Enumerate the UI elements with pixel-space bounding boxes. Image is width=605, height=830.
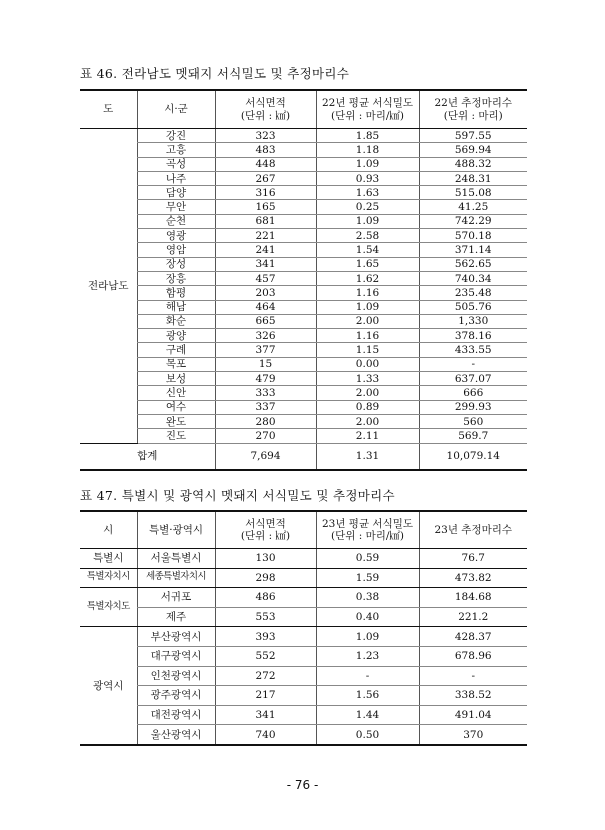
- area-cell: 130: [215, 549, 316, 569]
- table-row: [80, 186, 527, 200]
- count-cell: 562.65: [419, 257, 527, 271]
- area-cell: 393: [215, 627, 316, 647]
- city-name-cell: 서귀포: [137, 588, 215, 608]
- table-row: [80, 705, 527, 725]
- count-cell: -: [419, 666, 527, 686]
- density-cell: 1.54: [316, 243, 419, 257]
- header-density: 23년 평균 서식밀도 (단위 : 마리/㎢): [316, 511, 419, 549]
- density-cell: 1.85: [316, 129, 419, 143]
- city-name-cell: 완도: [137, 414, 215, 428]
- header-count: 23년 추정마리수: [419, 511, 527, 549]
- area-cell: 553: [215, 607, 316, 627]
- city-name-cell: 무안: [137, 200, 215, 214]
- area-cell: 221: [215, 229, 316, 243]
- area-cell: 464: [215, 300, 316, 314]
- count-cell: 570.18: [419, 229, 527, 243]
- total-row: [80, 443, 527, 470]
- count-cell: 569.94: [419, 143, 527, 157]
- density-cell: 1.09: [316, 214, 419, 228]
- count-cell: 515.08: [419, 186, 527, 200]
- area-cell: 341: [215, 257, 316, 271]
- count-cell: -: [419, 357, 527, 371]
- table-row: [80, 725, 527, 745]
- area-cell: 323: [215, 129, 316, 143]
- city-name-cell: 영암: [137, 243, 215, 257]
- table-row: [80, 143, 527, 157]
- density-cell: 2.00: [316, 386, 419, 400]
- density-cell: 1.33: [316, 372, 419, 386]
- area-cell: 217: [215, 686, 316, 706]
- count-cell: 597.55: [419, 129, 527, 143]
- count-cell: 378.16: [419, 329, 527, 343]
- count-cell: 433.55: [419, 343, 527, 357]
- area-cell: 337: [215, 400, 316, 414]
- density-cell: 1.09: [316, 157, 419, 171]
- city-name-cell: 진도: [137, 429, 215, 443]
- count-cell: 678.96: [419, 646, 527, 666]
- density-cell: 2.00: [316, 314, 419, 328]
- city-name-cell: 부산광역시: [137, 627, 215, 647]
- density-cell: 0.40: [316, 607, 419, 627]
- density-cell: 2.58: [316, 229, 419, 243]
- count-cell: 235.48: [419, 286, 527, 300]
- group-cell: 특별자치도: [80, 588, 137, 627]
- area-cell: 377: [215, 343, 316, 357]
- header-province: 도: [80, 90, 137, 129]
- table-row: [80, 372, 527, 386]
- header-city-type: 시: [80, 511, 137, 549]
- density-cell: 1.63: [316, 186, 419, 200]
- count-cell: 637.07: [419, 372, 527, 386]
- table-row: [80, 171, 527, 185]
- header-city: 시·군: [137, 90, 215, 129]
- table-row: [80, 129, 527, 143]
- area-cell: 552: [215, 646, 316, 666]
- count-cell: 505.76: [419, 300, 527, 314]
- table-row: [80, 627, 527, 647]
- city-name-cell: 구례: [137, 343, 215, 357]
- total-density: 1.31: [316, 443, 419, 470]
- count-cell: 371.14: [419, 243, 527, 257]
- count-cell: 221.2: [419, 607, 527, 627]
- city-name-cell: 목포: [137, 357, 215, 371]
- city-name-cell: 순천: [137, 214, 215, 228]
- table-row: [80, 686, 527, 706]
- density-cell: 0.93: [316, 171, 419, 185]
- table-row: [80, 386, 527, 400]
- city-name-cell: 여수: [137, 400, 215, 414]
- city-name-cell: 세종특별자치시: [137, 568, 215, 588]
- city-name-cell: 강진: [137, 129, 215, 143]
- density-cell: 1.23: [316, 646, 419, 666]
- density-cell: 1.16: [316, 329, 419, 343]
- count-cell: 1,330: [419, 314, 527, 328]
- table-row: [80, 666, 527, 686]
- area-cell: 448: [215, 157, 316, 171]
- city-name-cell: 영광: [137, 229, 215, 243]
- count-cell: 41.25: [419, 200, 527, 214]
- header-area: 서식면적 (단위 : ㎢): [215, 511, 316, 549]
- header-count: 22년 추정마리수 (단위 : 마리): [419, 90, 527, 129]
- table-row: [80, 588, 527, 608]
- city-name-cell: 대구광역시: [137, 646, 215, 666]
- area-cell: 270: [215, 429, 316, 443]
- density-cell: 0.00: [316, 357, 419, 371]
- count-cell: 473.82: [419, 568, 527, 588]
- total-count: 10,079.14: [419, 443, 527, 470]
- city-name-cell: 광주광역시: [137, 686, 215, 706]
- area-cell: 333: [215, 386, 316, 400]
- table-row: [80, 314, 527, 328]
- city-name-cell: 곡성: [137, 157, 215, 171]
- area-cell: 457: [215, 271, 316, 285]
- group-cell: 광역시: [93, 679, 124, 692]
- density-cell: 1.59: [316, 568, 419, 588]
- city-name-cell: 인천광역시: [137, 666, 215, 686]
- area-cell: 203: [215, 286, 316, 300]
- area-cell: 298: [215, 568, 316, 588]
- city-name-cell: 울산광역시: [137, 725, 215, 745]
- table-row: [80, 243, 527, 257]
- area-cell: 165: [215, 200, 316, 214]
- table-46-caption: 표 46. 전라남도 멧돼지 서식밀도 및 추정마리수: [80, 66, 350, 81]
- density-cell: 0.59: [316, 549, 419, 569]
- city-name-cell: 장성: [137, 257, 215, 271]
- area-cell: 280: [215, 414, 316, 428]
- area-cell: 241: [215, 243, 316, 257]
- area-cell: 267: [215, 171, 316, 185]
- table-row: [80, 357, 527, 371]
- city-name-cell: 함평: [137, 286, 215, 300]
- area-cell: 479: [215, 372, 316, 386]
- city-name-cell: 대전광역시: [137, 705, 215, 725]
- count-cell: 370: [419, 725, 527, 745]
- city-name-cell: 장흥: [137, 271, 215, 285]
- table-row: [80, 607, 527, 627]
- count-cell: 428.37: [419, 627, 527, 647]
- table-47-header-row: [80, 511, 527, 549]
- header-city-name: 특별·광역시: [137, 511, 215, 549]
- table-row: [80, 549, 527, 569]
- count-cell: 560: [419, 414, 527, 428]
- area-cell: 316: [215, 186, 316, 200]
- density-cell: 1.16: [316, 286, 419, 300]
- group-cell: 특별시: [80, 549, 137, 569]
- area-cell: 483: [215, 143, 316, 157]
- density-cell: 2.11: [316, 429, 419, 443]
- area-cell: 326: [215, 329, 316, 343]
- area-cell: 740: [215, 725, 316, 745]
- table-row: [80, 300, 527, 314]
- table-46: [80, 89, 527, 471]
- count-cell: 488.32: [419, 157, 527, 171]
- count-cell: 299.93: [419, 400, 527, 414]
- table-row: [80, 157, 527, 171]
- area-cell: 272: [215, 666, 316, 686]
- count-cell: 742.29: [419, 214, 527, 228]
- header-area: 서식면적 (단위 : ㎢): [215, 90, 316, 129]
- area-cell: 15: [215, 357, 316, 371]
- count-cell: 740.34: [419, 271, 527, 285]
- count-cell: 491.04: [419, 705, 527, 725]
- city-name-cell: 고흥: [137, 143, 215, 157]
- city-name-cell: 보성: [137, 372, 215, 386]
- city-name-cell: 제주: [137, 607, 215, 627]
- density-cell: 1.18: [316, 143, 419, 157]
- table-row: [80, 271, 527, 285]
- province-cell: 전라남도: [80, 129, 137, 444]
- table-row: [80, 343, 527, 357]
- total-label: 합계: [137, 450, 158, 462]
- density-cell: 1.09: [316, 627, 419, 647]
- table-row: [80, 214, 527, 228]
- total-area: 7,694: [215, 443, 316, 470]
- density-cell: 1.09: [316, 300, 419, 314]
- group-cell: 특별자치시: [80, 568, 137, 588]
- count-cell: 76.7: [419, 549, 527, 569]
- density-cell: 1.65: [316, 257, 419, 271]
- table-row: [80, 646, 527, 666]
- density-cell: 1.44: [316, 705, 419, 725]
- city-name-cell: 신안: [137, 386, 215, 400]
- density-cell: 1.15: [316, 343, 419, 357]
- table-row: [80, 568, 527, 588]
- city-name-cell: 서울특별시: [137, 549, 215, 569]
- density-cell: 0.89: [316, 400, 419, 414]
- city-name-cell: 광양: [137, 329, 215, 343]
- table-row: [80, 286, 527, 300]
- area-cell: 665: [215, 314, 316, 328]
- count-cell: 184.68: [419, 588, 527, 608]
- table-row: [80, 400, 527, 414]
- count-cell: 666: [419, 386, 527, 400]
- density-cell: 0.25: [316, 200, 419, 214]
- density-cell: 0.50: [316, 725, 419, 745]
- table-row: [80, 229, 527, 243]
- count-cell: 338.52: [419, 686, 527, 706]
- density-cell: 0.38: [316, 588, 419, 608]
- area-cell: 681: [215, 214, 316, 228]
- count-cell: 248.31: [419, 171, 527, 185]
- area-cell: 486: [215, 588, 316, 608]
- table-row: [80, 414, 527, 428]
- table-row: [80, 329, 527, 343]
- header-density: 22년 평균 서식밀도 (단위 : 마리/㎢): [316, 90, 419, 129]
- table-47: [80, 510, 527, 746]
- city-name-cell: 담양: [137, 186, 215, 200]
- area-cell: 341: [215, 705, 316, 725]
- table-row: [80, 257, 527, 271]
- table-46-header-row: [80, 90, 527, 129]
- city-name-cell: 해남: [137, 300, 215, 314]
- count-cell: 569.7: [419, 429, 527, 443]
- density-cell: 1.62: [316, 271, 419, 285]
- table-row: [80, 429, 527, 443]
- page-number: - 76 -: [286, 778, 319, 792]
- city-name-cell: 화순: [137, 314, 215, 328]
- city-name-cell: 나주: [137, 171, 215, 185]
- density-cell: 2.00: [316, 414, 419, 428]
- table-row: [80, 200, 527, 214]
- table-47-caption: 표 47. 특별시 및 광역시 멧돼지 서식밀도 및 추정마리수: [80, 488, 395, 503]
- density-cell: 1.56: [316, 686, 419, 706]
- density-cell: -: [316, 666, 419, 686]
